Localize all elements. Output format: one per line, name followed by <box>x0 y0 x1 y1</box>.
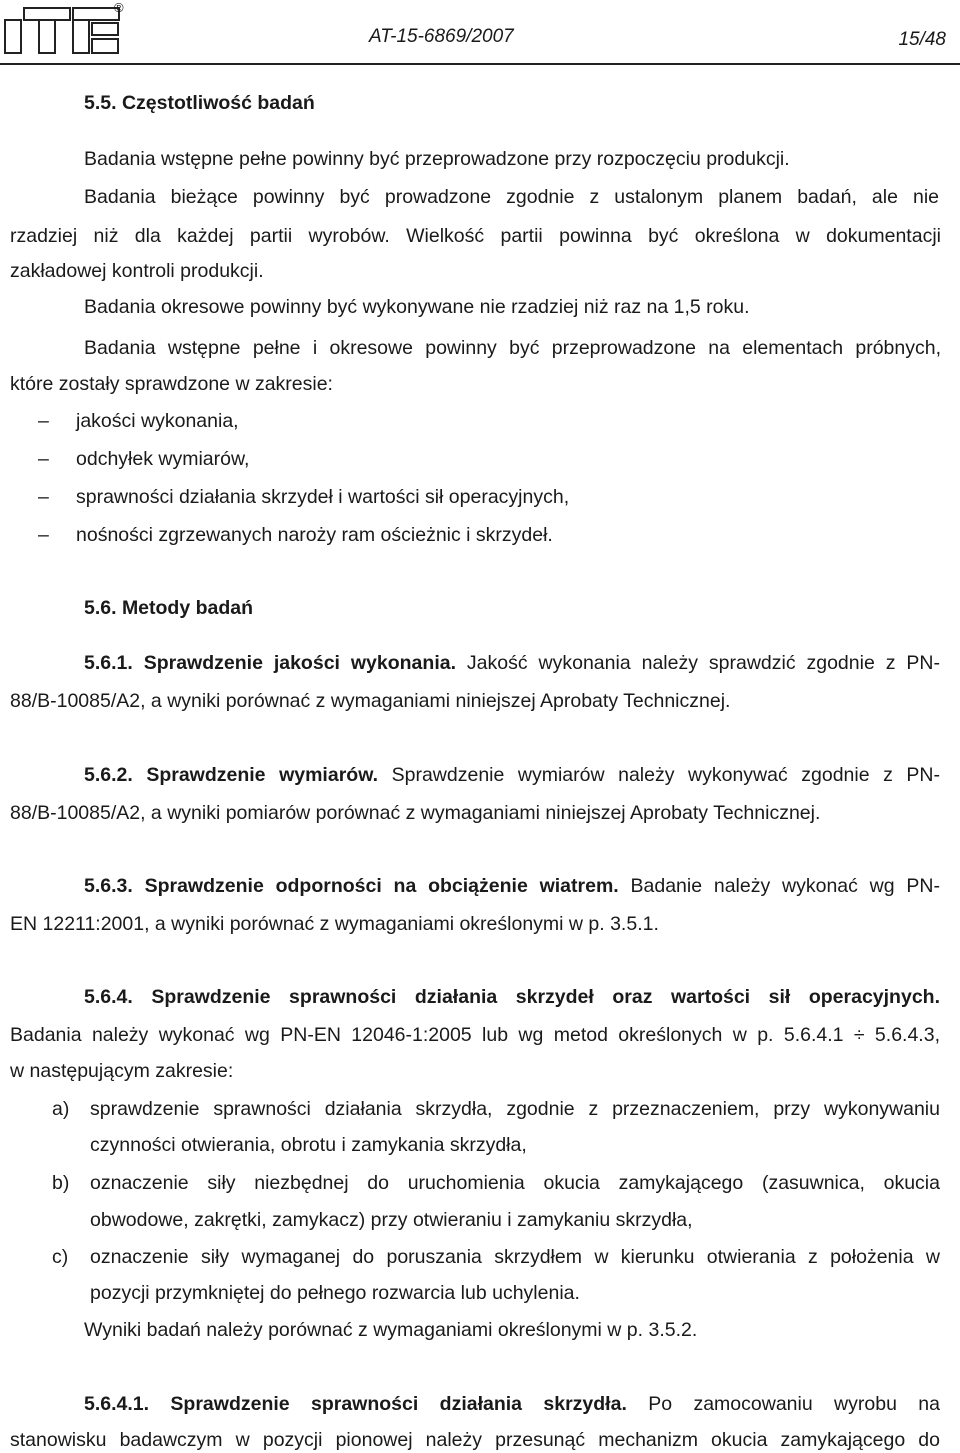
section-heading-5-6: 5.6. Metody badań <box>84 597 254 619</box>
itb-logo <box>4 6 122 54</box>
paragraph-line: stanowisku badawczym w pozycji pionowej należy przesunąć mechanizm okucia zamykającego do <box>10 1429 940 1451</box>
paragraph-line <box>84 763 940 787</box>
paragraph-line <box>84 651 940 675</box>
paragraph-line: w następującym zakresie: <box>10 1060 234 1082</box>
paragraph-line: rzadziej niż dla każdej partii wyrobów. Wielkość partii powinna być określona w dokumentacji <box>10 225 941 247</box>
list-item-line: oznaczenie siły wymaganej do poruszania skrzydłem w kierunku otwierania z położenia w <box>90 1246 940 1268</box>
list-item: nośności zgrzewanych naroży ram ościeżnic i skrzydeł. <box>76 524 553 546</box>
list-item: odchyłek wymiarów, <box>76 448 250 470</box>
paragraph-line: zakładowej kontroli produkcji. <box>10 260 264 282</box>
paragraph-line: które zostały sprawdzone w zakresie: <box>10 373 333 395</box>
page-header <box>0 0 960 66</box>
list-bullet: – <box>38 410 49 432</box>
paragraph-line: Badania okresowe powinny być wykonywane nie rzadziej niż raz na 1,5 roku. <box>84 296 750 318</box>
list-marker: c) <box>52 1246 69 1268</box>
paragraph-line: Badania wstępne pełne powinny być przeprowadzone przy rozpoczęciu produkcji. <box>84 148 790 170</box>
header-divider <box>0 63 960 65</box>
list-item-line: sprawdzenie sprawności działania skrzydła, zgodnie z przeznaczeniem, przy wykonywaniu <box>90 1098 940 1120</box>
list-item: jakości wykonania, <box>76 410 239 432</box>
paragraph-line: 88/B-10085/A2, a wyniki porównać z wymaganiami niniejszej Aprobaty Technicznej. <box>10 690 731 712</box>
section-heading-5-5: 5.5. Częstotliwość badań <box>84 92 315 114</box>
list-item: sprawności działania skrzydeł i wartości sił operacyjnych, <box>76 486 570 508</box>
list-bullet: – <box>38 524 49 546</box>
list-item-line: pozycji przymkniętej do pełnego rozwarcia lub uchylenia. <box>90 1282 580 1304</box>
paragraph-text: Jakość wykonania należy sprawdzić zgodnie z PN- <box>466 652 940 674</box>
paragraph-line: Badania bieżące powinny być prowadzone zgodnie z ustalonym planem badań, ale nie <box>84 186 939 208</box>
paragraph-line: 88/B-10085/A2, a wyniki pomiarów porównać z wymaganiami niniejszej Aprobaty Technicznej. <box>10 802 821 824</box>
subsection-title-5-6-4: 5.6.4. Sprawdzenie sprawności działania skrzydeł oraz wartości sił operacyjnych. <box>84 986 940 1008</box>
paragraph-text: Badanie należy wykonać wg PN- <box>630 875 940 897</box>
list-marker: b) <box>52 1172 70 1194</box>
paragraph-line: Badania wstępne pełne i okresowe powinny być przeprowadzone na elementach próbnych, <box>84 337 941 359</box>
document-number: AT-15-6869/2007 <box>369 26 514 47</box>
subsection-title-5-6-1: 5.6.1. Sprawdzenie jakości wykonania. <box>84 652 456 674</box>
list-item-line: oznaczenie siły niezbędnej do uruchomienia okucia zamykającego (zasuwnica, okucia <box>90 1172 940 1194</box>
paragraph-line: Badania należy wykonać wg PN-EN 12046-1:2005 lub wg metod określonych w p. 5.6.4.1 ÷ 5.6.4.3, <box>10 1024 940 1046</box>
paragraph-line <box>84 1392 940 1416</box>
subsection-title-5-6-4-1: 5.6.4.1. Sprawdzenie sprawności działania skrzydła. <box>84 1393 627 1415</box>
list-bullet: – <box>38 486 49 508</box>
paragraph-line: EN 12211:2001, a wyniki porównać z wymaganiami określonymi w p. 3.5.1. <box>10 913 659 935</box>
list-marker: a) <box>52 1098 70 1120</box>
subsection-title-5-6-3: 5.6.3. Sprawdzenie odporności na obciążenie wiatrem. <box>84 875 619 897</box>
registered-mark: ® <box>114 0 124 15</box>
list-bullet: – <box>38 448 49 470</box>
paragraph-line: Wyniki badań należy porównać z wymaganiami określonymi w p. 3.5.2. <box>84 1319 698 1341</box>
paragraph-text: Sprawdzenie wymiarów należy wykonywać zgodnie z PN- <box>391 764 940 786</box>
list-item-line: czynności otwierania, obrotu i zamykania skrzydła, <box>90 1134 527 1156</box>
paragraph-text: Po zamocowaniu wyrobu na <box>648 1393 940 1415</box>
subsection-title-5-6-2: 5.6.2. Sprawdzenie wymiarów. <box>84 764 379 786</box>
paragraph-line <box>84 874 940 898</box>
list-item-line: obwodowe, zakrętki, zamykacz) przy otwieraniu i zamykaniu skrzydła, <box>90 1209 693 1231</box>
page-number: 15/48 <box>898 29 946 50</box>
